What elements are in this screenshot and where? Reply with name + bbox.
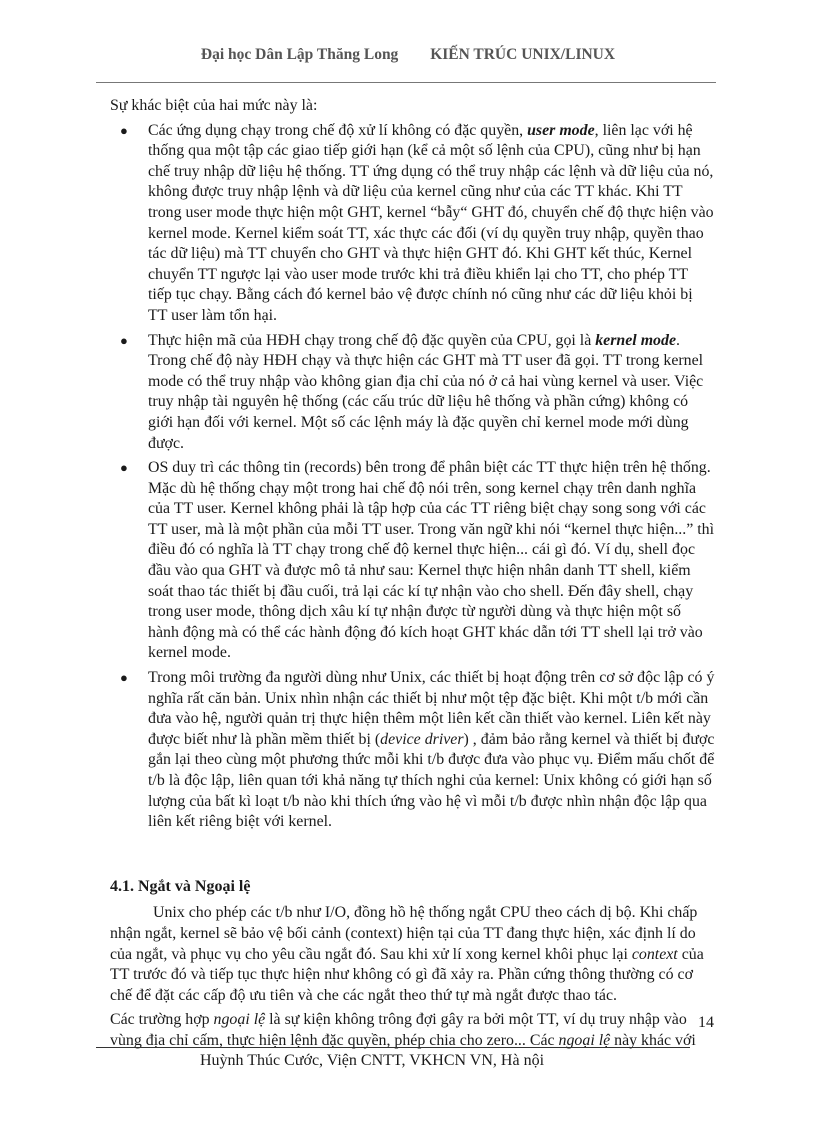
intro-sentence: Sự khác biệt của hai mức này là:: [110, 97, 318, 114]
paragraph-text: Unix cho phép các t/b như I/O, đồng hồ hệ thống ngắt CPU theo cách dị bộ. Khi chấp nhận ngắt, kernel sẽ bảo vệ bối cảnh (context) hiện tại của TT đang thực hiện, xác định lí do của ngắt, và phục vụ cho yêu cầu ngắt đó. Sau khi xử lí xong kernel khôi phục lại: [110, 904, 698, 963]
section-paragraph-2: [110, 1010, 715, 1051]
header-divider: [96, 82, 716, 83]
bullet-list: [110, 121, 715, 833]
page-footer: Huỳnh Thúc Cước, Viện CNTT, VKHCN VN, Hà nội: [200, 1052, 545, 1069]
term-exception-2: ngoại lệ: [558, 1031, 611, 1049]
bullet-text: Thực hiện mã của HĐH chạy trong chế độ đặc quyền của CPU, gọi là: [148, 331, 596, 349]
bullet-item-user-mode: [110, 121, 715, 327]
section-paragraph-1: [110, 903, 715, 1006]
bullet-icon: ●: [120, 670, 128, 686]
bullet-icon: ●: [120, 122, 128, 138]
paragraph-text-cont: là sự kiện không trông đợi gây ra bởi một TT, ví dụ truy nhập vào vùng địa chỉ cấm, thực hiện lệnh đặc quyền, phép chia cho zero... Các: [110, 1011, 687, 1049]
bullet-text-cont: , liên lạc với hệ thống qua một tập các giao tiếp giới hạn (kể cả một số lệnh của CPU), cũng như bị hạn chế truy nhập dữ liệu hệ thống. TT ứng dụng có thể truy nhập các lệnh và dữ liệu của nó, không được truy nhập lệnh và dữ liệu của kernel cũng như của các TT khác. Khi TT trong user mode thực hiện một GHT, kernel “bẫy“ GHT đó, chuyển chế độ thực hiện vào kernel mode. Kernel kiểm soát TT, xác thực các đối (ví dụ quyền truy nhập, quyền thao tác dữ liệu) mà TT chuyển cho GHT và thực hiện GHT đó. Khi GHT kết thúc, Kernel chuyển TT ngược lại vào user mode trước khi trả điều khiển lại cho TT, cho phép TT tiếp tục chạy. Bằng cách đó kernel bảo vệ được chính nó cũng như các dữ liệu khỏi bị TT user làm tổn hại.: [148, 121, 714, 324]
bullet-item-os-records: [110, 458, 715, 664]
term-kernel-mode: kernel mode: [595, 331, 676, 349]
term-user-mode: user mode: [527, 121, 595, 139]
bullet-text: Các ứng dụng chạy trong chế độ xử lí không có đặc quyền,: [148, 121, 528, 139]
running-header: [0, 46, 816, 64]
header-university: Đại học Dân Lập Thăng Long: [200, 46, 399, 63]
page-number: 14: [698, 1014, 714, 1031]
term-device-driver: device driver: [380, 730, 464, 748]
bullet-text-cont: . Trong chế độ này HĐH chạy và thực hiện các GHT mà TT user đã gọi. TT trong kernel mode có thể truy nhập vào không gian địa chỉ của nó ở cả hai vùng kernel và user. Việc truy nhập tài nguyên hệ thống (các cấu trúc dữ liệu hê thống và phần cứng) không có giới hạn đối với kernel. Một số các lệnh máy là đặc quyền chỉ kernel mode mới dùng được.: [148, 331, 704, 452]
bullet-text: Trong môi trường đa người dùng như Unix, các thiết bị hoạt động trên cơ sở độc lập có ý nghĩa rất căn bản. Unix nhìn nhận các thiết bị như một tệp đặc biệt. Khi một t/b mới cần đưa vào hệ, người quản trị thực hiện thêm một liên kết cần thiết vào kernel. Liên kết này được biết như là phần mềm thiết bị (: [148, 669, 715, 748]
page-body: [110, 96, 715, 1056]
bullet-text: OS duy trì các thông tin (records) bên trong để phân biệt các TT thực hiện trên hệ thống. Mặc dù hệ thống chạy một trong hai chế độ nói trên, song kernel chạy trên danh nghĩa của TT user. Kernel không phải là tập hợp của các TT riêng biệt chạy song song với các TT user, mà là một phần của mỗi TT user. Trong văn ngữ khi nói “kernel thực hiện...” thì điều đó có nghĩa là TT chạy trong chế độ kernel thực hiện... cái gì đó. Ví dụ, shell đọc đầu vào qua GHT và được mô tả như sau: Kernel thực hiện nhân danh TT shell, kiểm soát thao tác thiết bị đầu cuối, trả lại các kí tự nhận vào cho shell. Đến đây shell, chạy trong user mode, thông dịch xâu kí tự nhận được từ người dùng và thực hiện một số hành động mà có thể các hành động đó kích hoạt GHT khác dẫn tới TT shell lại trở vào kernel mode.: [148, 459, 715, 662]
term-context: context: [631, 945, 678, 963]
paragraph-text-end: này khác với: [610, 1031, 696, 1049]
paragraph-text-cont: của TT trước đó và tiếp tục thực hiện như không có gì đã xảy ra. Phần cứng thông thường có cơ chế để đặt các cấp độ ưu tiên và che các ngắt theo thứ tự mà ngắt được thao tác.: [110, 945, 704, 1004]
term-exception: ngoại lệ: [213, 1011, 266, 1029]
paragraph-text: Các trường hợp: [110, 1011, 214, 1029]
bullet-item-kernel-mode: [110, 331, 715, 455]
bullet-item-devices: [110, 668, 715, 833]
bullet-text-cont: ) , đảm bảo rằng kernel và thiết bị được gắn lại theo cùng một phương thức mỗi khi t/b được đưa vào phục vụ. Điểm mấu chốt để t/b là độc lập, liên quan tới khả năng tự thích nghi của kernel: Unix không có giới hạn số lượng của bất kì loạt t/b nào khi thích ứng vào hệ vì mỗi t/b được nhìn nhận độc lập qua liên kết riêng biệt với kernel.: [148, 730, 715, 831]
bullet-icon: ●: [120, 460, 128, 476]
section-heading: 4.1. Ngắt và Ngoại lệ: [110, 877, 251, 895]
bullet-icon: ●: [120, 332, 128, 348]
footer-divider: [96, 1047, 690, 1048]
header-course-title: KIẾN TRÚC UNIX/LINUX: [430, 46, 616, 63]
